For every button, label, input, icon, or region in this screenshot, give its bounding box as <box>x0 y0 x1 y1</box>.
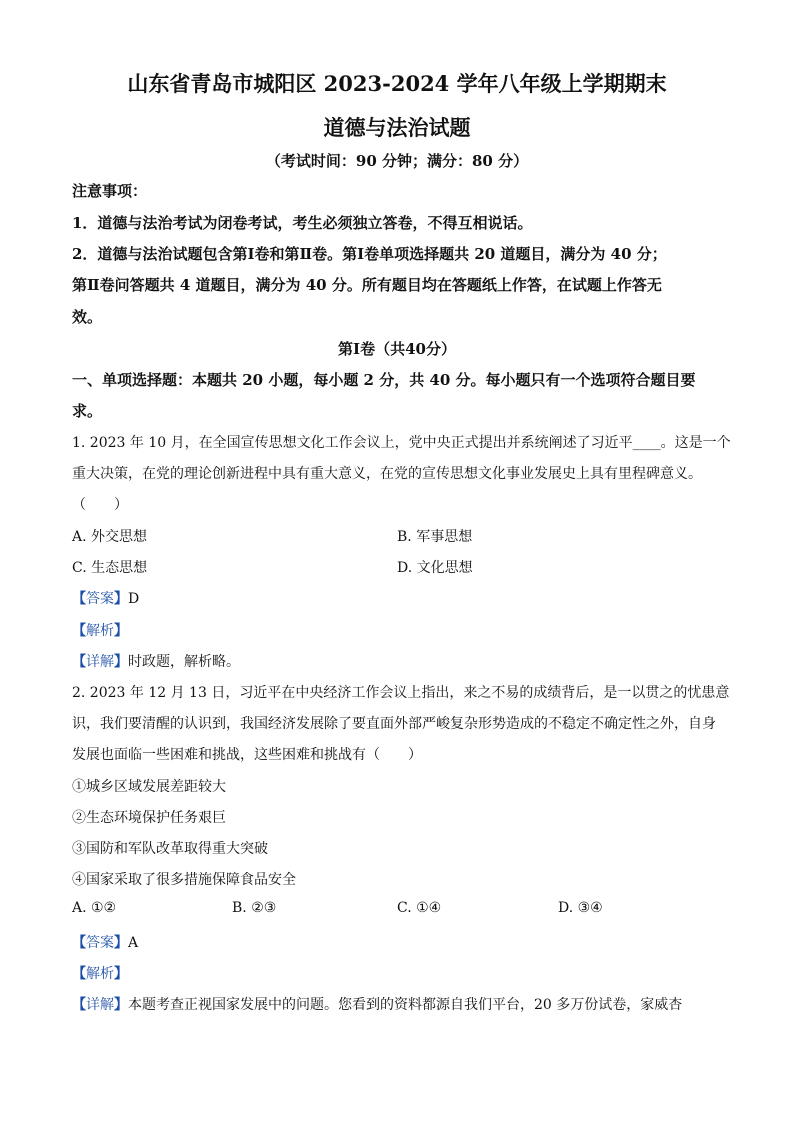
q1-analysis: 【解析】 <box>72 623 128 639</box>
q2-detail-text: 本题考查正视国家发展中的问题。您看到的资料都源自我们平台，20 多万份试卷，家威杏 <box>128 997 683 1013</box>
q1-stem-line-2: 重大决策，在党的理论创新进程中具有重大意义，在党的宣传思想文化事业发展史上具有里程碑意义。 <box>72 466 702 482</box>
q2-option-b: B. ②③ <box>232 900 277 916</box>
notice-item-2-line-1: 2．道德与法治试题包含第Ⅰ卷和第Ⅱ卷。第Ⅰ卷单项选择题共 20 道题目，满分为 40 分； <box>72 245 667 263</box>
q2-statement-3: ③国防和军队改革取得重大突破 <box>72 841 268 857</box>
q2-answer-value: A <box>128 935 139 951</box>
q2-statement-2: ②生态环境保护任务艰巨 <box>72 810 226 826</box>
page-subtitle: 道德与法治试题 <box>323 115 471 140</box>
q1-option-b: B. 军事思想 <box>397 529 473 545</box>
q2-detail: 【详解】本题考查正视国家发展中的问题。您看到的资料都源自我们平台，20 多万份试卷，家威杏 <box>72 997 683 1013</box>
q1-stem-line-3: （ ） <box>72 497 128 513</box>
q2-answer: 【答案】A <box>72 935 139 951</box>
q1-answer: 【答案】D <box>72 591 140 607</box>
q2-statement-4: ④国家采取了很多措施保障食品安全 <box>72 872 296 888</box>
q2-option-a: A. ①② <box>72 900 117 916</box>
q2-statement-1: ①城乡区域发展差距较大 <box>72 779 226 795</box>
q2-stem-line-1: 2. 2023 年 12 月 13 日，习近平在中央经济工作会议上指出，来之不易的成绩背后，是一以贯之的忧患意 <box>72 685 730 701</box>
q1-detail-label: 详解 <box>86 654 114 670</box>
q2-answer-label: 答案 <box>86 935 114 951</box>
section-instruction-line-2: 求。 <box>72 402 103 420</box>
section-instruction-line-1: 一、单项选择题：本题共 20 小题，每小题 2 分，共 40 分。每小题只有一个选项符合题目要 <box>72 371 696 389</box>
q1-option-a: A. 外交思想 <box>72 529 148 545</box>
q1-answer-label: 答案 <box>86 591 114 607</box>
notice-item-2-line-3: 效。 <box>72 308 103 326</box>
q2-option-d: D. ③④ <box>558 900 603 916</box>
q2-option-c: C. ①④ <box>397 900 442 916</box>
q2-stem-line-3: 发展也面临一些困难和挑战，这些困难和挑战有（ ） <box>72 747 422 763</box>
notice-item-2-line-2: 第Ⅱ卷问答题共 4 道题目，满分为 40 分。所有题目均在答题纸上作答，在试题上作答无 <box>72 276 662 294</box>
q2-analysis: 【解析】 <box>72 966 128 982</box>
q2-analysis-label: 解析 <box>86 966 114 982</box>
section-title: 第Ⅰ卷（共40分） <box>338 340 456 358</box>
q1-analysis-label: 解析 <box>86 623 114 639</box>
q1-option-c: C. 生态思想 <box>72 560 148 576</box>
q1-stem-line-1: 1. 2023 年 10 月，在全国宣传思想文化工作会议上，党中央正式提出并系统阐述了习近平____。这是一个 <box>72 435 731 451</box>
notice-heading: 注意事项： <box>72 182 148 200</box>
q1-option-d: D. 文化思想 <box>397 560 473 576</box>
q1-detail: 【详解】时政题，解析略。 <box>72 654 240 670</box>
page-title: 山东省青岛市城阳区 2023-2024 学年八年级上学期期末 <box>127 71 667 96</box>
q1-detail-text: 时政题，解析略。 <box>128 654 240 670</box>
q2-detail-label: 详解 <box>86 997 114 1013</box>
q2-stem-line-2: 识，我们要清醒的认识到，我国经济发展除了要直面外部严峻复杂形势造成的不稳定不确定性之外，自身 <box>72 716 716 732</box>
q1-answer-value: D <box>128 591 140 607</box>
exam-info: （考试时间：90 分钟；满分：80 分） <box>265 152 529 170</box>
notice-item-1: 1．道德与法治考试为闭卷考试，考生必须独立答卷，不得互相说话。 <box>72 214 533 232</box>
